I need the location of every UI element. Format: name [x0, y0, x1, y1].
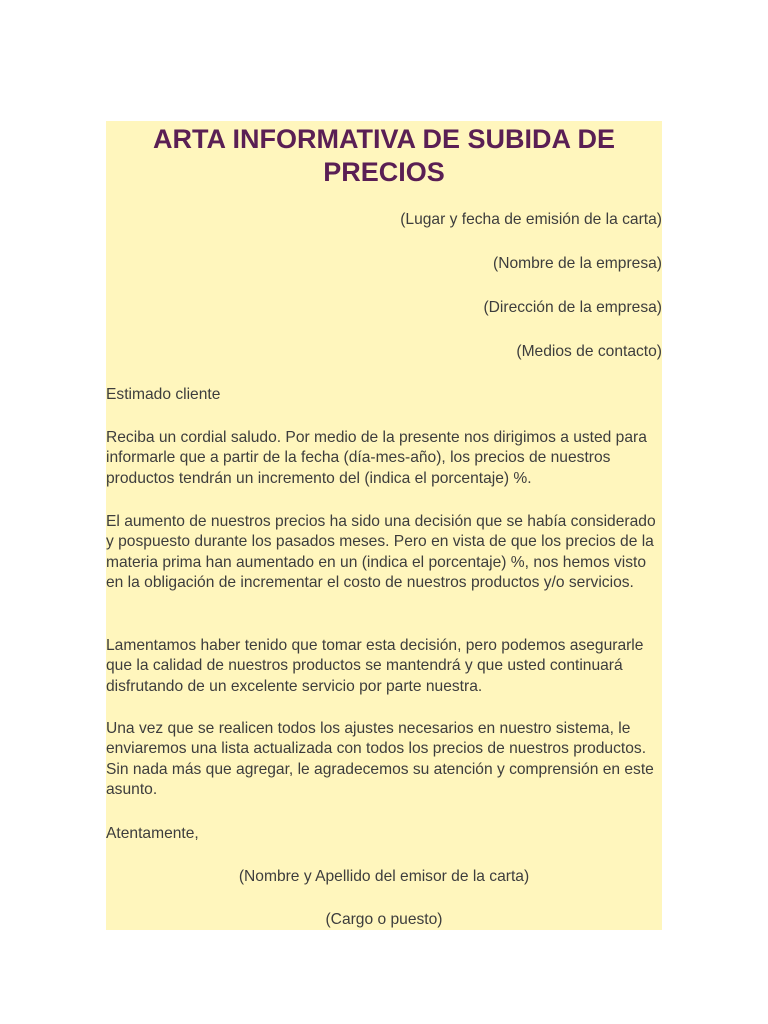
paragraph-4: Una vez que se realicen todos los ajustes necesarios en nuestro sistema, le enviaremos una lista actualizada con todos los precios de nuestros productos. Sin nada más que agregar, le agradecemos su atención y comprensión en este asunto. — [106, 720, 654, 799]
paragraph-2: El aumento de nuestros precios ha sido una decisión que se había considerado y pospuesto durante los pasados meses. Pero en vista de que los precios de la materia prima han aumentado en un (indica el porcentaje) %, nos hemos visto en la obligación de incrementar el costo de nuestros productos y/o servicios. — [106, 513, 656, 592]
signature-name: (Nombre y Apellido del emisor de la carta) — [238, 868, 530, 885]
greeting: Estimado cliente — [106, 386, 221, 403]
paragraph-1: Reciba un cordial saludo. Por medio de la presente nos dirigimos a usted para informarle que a partir de la fecha (día-mes-año), los precios de nuestros productos tendrán un incremento del (indica el porcentaje) %. — [106, 429, 647, 487]
signature-role: (Cargo o puesto) — [325, 911, 443, 928]
letter-page — [106, 121, 662, 930]
contact-field: (Medios de contacto) — [516, 343, 662, 360]
closing: Atentamente, — [106, 825, 199, 842]
company-name-field: (Nombre de la empresa) — [493, 255, 662, 272]
page-title: ARTA INFORMATIVA DE SUBIDA DE PRECIOS — [153, 124, 615, 187]
place-date-field: (Lugar y fecha de emisión de la carta) — [400, 211, 662, 228]
company-address-field: (Dirección de la empresa) — [483, 299, 662, 316]
paragraph-3: Lamentamos haber tenido que tomar esta decisión, pero podemos asegurarle que la calidad de nuestros productos se mantendrá y que usted continuará disfrutando de un excelente servicio por parte nuestra. — [106, 637, 644, 695]
